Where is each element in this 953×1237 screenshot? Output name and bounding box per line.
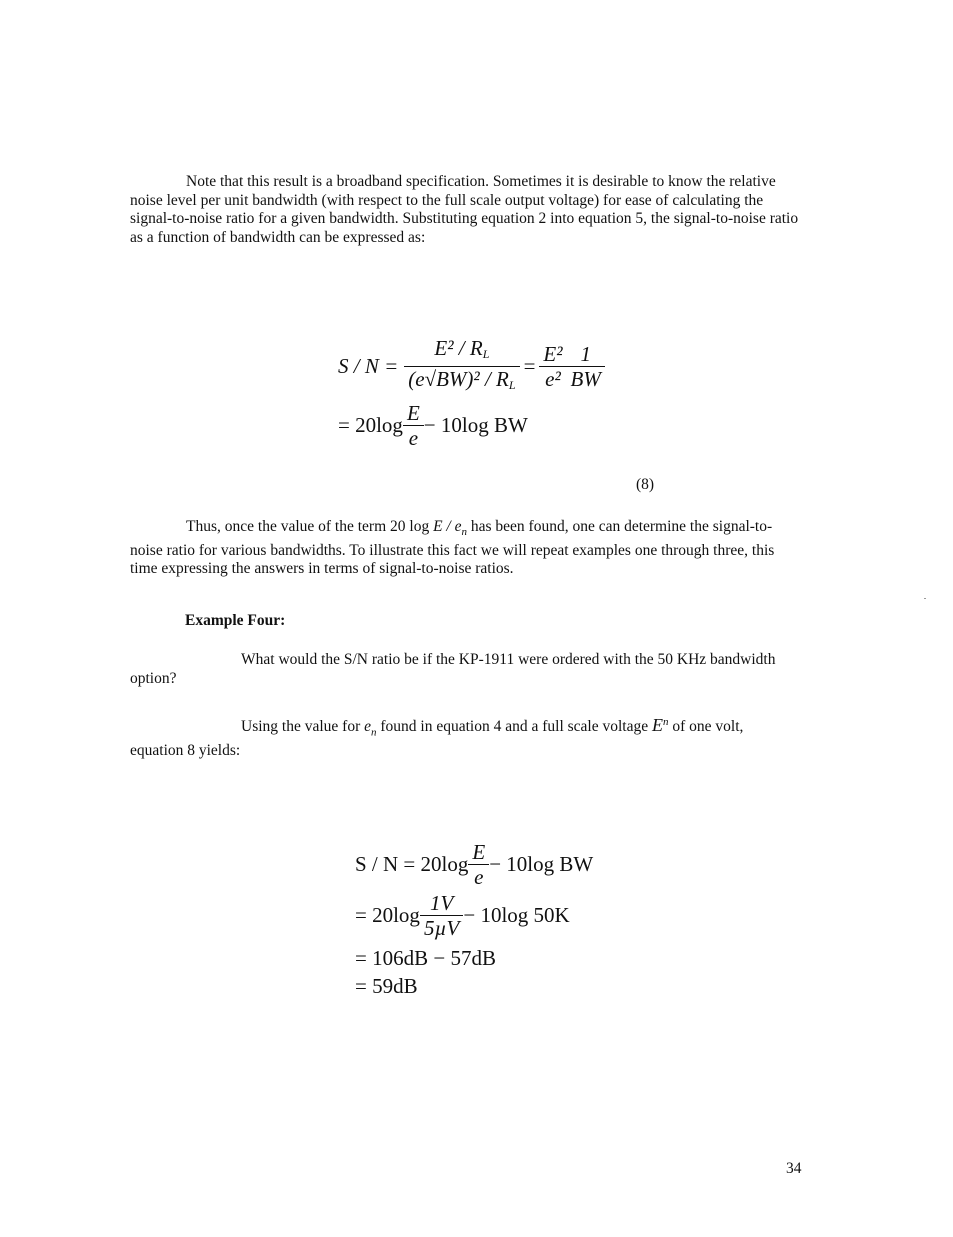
paragraph-intro-text: Note that this result is a broadband specification. Sometimes it is desirable to know the relative noise level per unit bandwidth (with respect to the full scale output voltage) for ease of calculating the signal-to-noise ratio for a given bandwidth. Substituting equation 2 into equation 5, the signal-to-noise ratio as a function of bandwidth can be expressed as: (130, 173, 799, 246)
paragraph-using-text-a: Using the value for (241, 718, 365, 736)
eq8-frac1-num: E² / R (434, 336, 483, 360)
eq8-fraction-2 (539, 342, 566, 391)
paragraph-using-math-1-sub: n (371, 726, 377, 739)
paragraph-thus-text-b: has been found, one can determine the signal-to-noise ratio for various bandwidths. To illustrate this fact we will repeat examples one through three, this time expressing the answers in terms of signal-to-noise ratios. (130, 518, 775, 578)
eq8-line2-fraction (403, 401, 424, 450)
example-eq-line2-num: 1V (420, 891, 463, 916)
paragraph-intro (130, 173, 800, 247)
example-eq-line2-den: 5µV (423, 916, 460, 940)
eq8-lhs: S / N = (338, 354, 399, 378)
eq8-frac1-den: (e√BW)² / R (408, 367, 509, 391)
equation-example (355, 840, 593, 1000)
example-eq-line3: = 106dB − 57dB (355, 946, 496, 970)
paragraph-using (130, 713, 800, 760)
eq8-fraction-3 (567, 342, 605, 391)
eq8-frac2-den: e² (545, 367, 561, 391)
paragraph-thus-math: E / e (433, 518, 462, 535)
eq8-fraction-1 (404, 336, 519, 397)
eq8-frac2-num: E² (539, 342, 566, 367)
paragraph-using-math-2: E (651, 715, 663, 736)
eq8-frac3-num: 1 (567, 342, 605, 367)
equation-8 (338, 336, 605, 450)
example-eq-line1-num: E (468, 840, 489, 865)
stray-mark (924, 598, 926, 599)
paragraph-using-text-b: found in equation 4 and a full scale voltage (376, 718, 652, 736)
paragraph-thus-text-a: Thus, once the value of the term 20 log (186, 518, 434, 535)
paragraph-question (130, 651, 800, 688)
example-eq-line2-fraction (420, 891, 463, 940)
eq8-frac1-num-sub: L (482, 347, 490, 361)
paragraph-using-math-1: e (364, 718, 371, 736)
equation-number: (8) (636, 476, 655, 493)
paragraph-question-text: What would the S/N ratio be if the KP-1911 were ordered with the 50 KHz bandwidth option? (130, 651, 776, 687)
example-eq-line1-den: e (474, 865, 484, 889)
example-eq-line1-left: S / N = 20log (355, 852, 469, 876)
example-eq-line1-fraction (468, 840, 489, 889)
paragraph-using-math-2-sup: n (662, 716, 669, 728)
example-eq-line4: = 59dB (355, 974, 418, 998)
eq8-frac1-den-sub: L (508, 378, 516, 392)
example-heading: Example Four: (185, 612, 286, 629)
eq8-line2-den: e (408, 426, 419, 450)
eq8-frac3-den: BW (570, 367, 601, 391)
example-eq-line2-right: − 10log 50K (463, 903, 570, 927)
example-eq-line2-left: = 20log (355, 903, 420, 927)
eq8-line2-num: E (403, 401, 424, 426)
eq8-line2-left: = 20log (338, 413, 403, 437)
paragraph-thus (130, 518, 800, 579)
paragraph-thus-math-sub: n (461, 526, 467, 539)
page-number: 34 (786, 1160, 802, 1177)
paragraph-using-text-c: of one volt, equation 8 yields: (130, 718, 744, 759)
example-eq-line1-right: − 10log BW (489, 852, 594, 876)
eq8-line2-right: − 10log BW (423, 413, 528, 437)
eq8-equals: = (523, 354, 536, 378)
